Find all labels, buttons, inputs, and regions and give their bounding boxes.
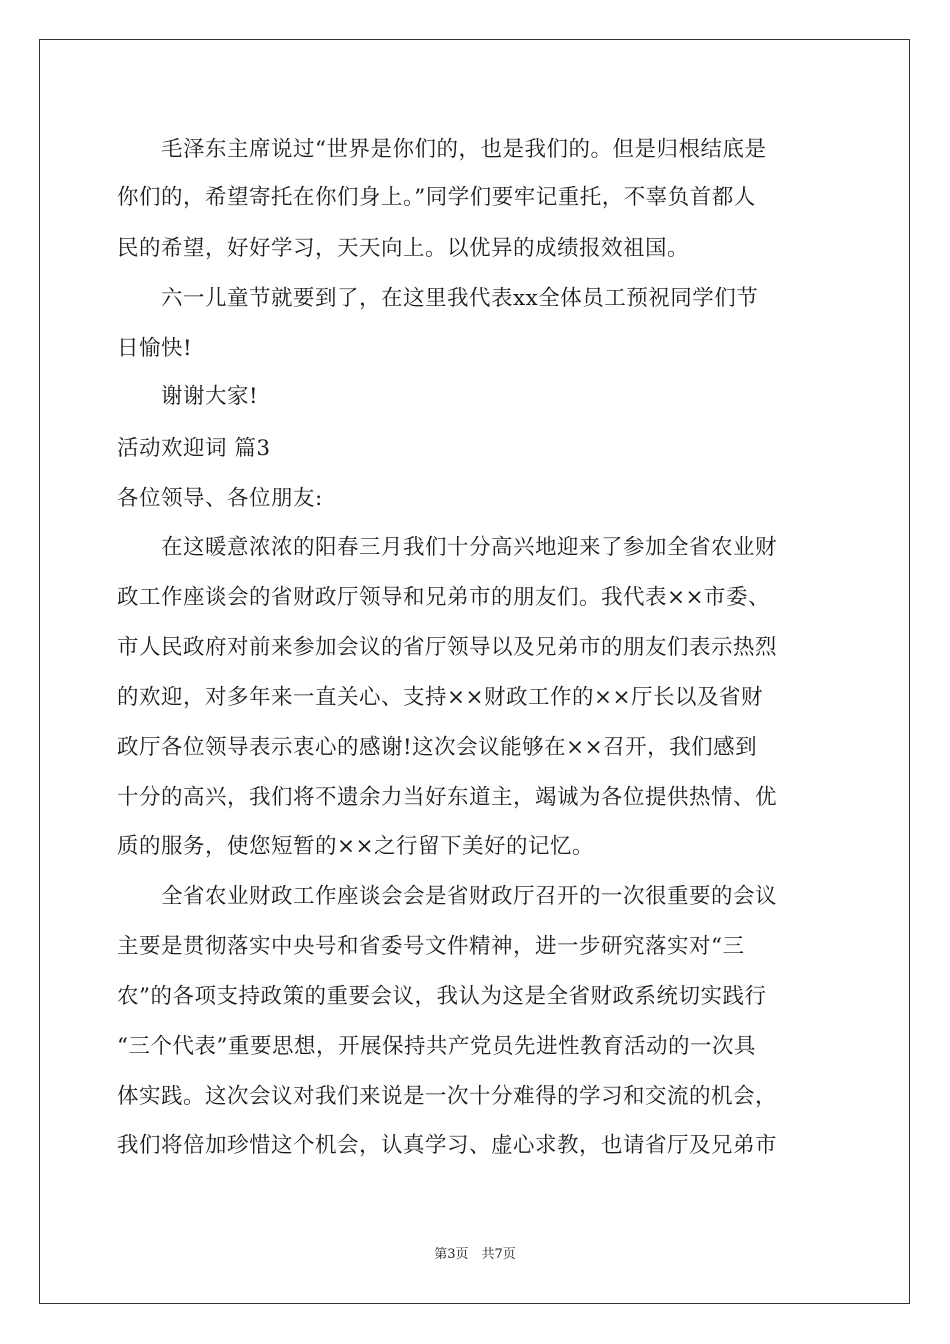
text-line: “三个代表”重要思想，开展保持共产党员先进性教育活动的一次具 xyxy=(117,1034,756,1059)
text-line: 市人民政府对前来参加会议的省厅领导以及兄弟市的朋友们表示热烈 xyxy=(117,635,778,660)
text-line: 质的服务，使您短暂的××之行留下美好的记忆。 xyxy=(117,834,595,859)
page-frame xyxy=(39,39,910,1304)
text-line: 谢谢大家! xyxy=(117,384,259,409)
salutation: 各位领导、各位朋友: xyxy=(117,486,323,511)
text-line: 农”的各项支持政策的重要会议，我认为这是全省财政系统切实践行 xyxy=(117,984,767,1009)
text-line: 毛泽东主席说过“世界是你们的，也是我们的。但是归根结底是 xyxy=(117,137,767,162)
text-line: 政工作座谈会的省财政厅领导和兄弟市的朋友们。我代表××市委、 xyxy=(117,585,771,610)
text-line: 全省农业财政工作座谈会会是省财政厅召开的一次很重要的会议 xyxy=(117,884,778,909)
text-line: 六一儿童节就要到了，在这里我代表xx全体员工预祝同学们节 xyxy=(117,286,759,311)
text-line: 体实践。这次会议对我们来说是一次十分难得的学习和交流的机会， xyxy=(117,1084,778,1109)
text-line: 政厅各位领导表示衷心的感谢!这次会议能够在××召开，我们感到 xyxy=(117,735,758,760)
text-line: 你们的，希望寄托在你们身上。”同学们要牢记重托，不辜负首都人 xyxy=(117,185,756,210)
text-line: 十分的高兴，我们将不遗余力当好东道主，竭诚为各位提供热情、优 xyxy=(117,785,778,810)
text-line: 在这暖意浓浓的阳春三月我们十分高兴地迎来了参加全省农业财 xyxy=(117,535,778,560)
text-line: 日愉快! xyxy=(117,336,193,361)
text-line: 我们将倍加珍惜这个机会，认真学习、虚心求教，也请省厅及兄弟市 xyxy=(117,1133,778,1158)
text-line: 主要是贯彻落实中央号和省委号文件精神，进一步研究落实对“三 xyxy=(117,934,745,959)
section-heading: 活动欢迎词 篇3 xyxy=(117,436,271,461)
text-line: 的欢迎，对多年来一直关心、支持××财政工作的××厅长以及省财 xyxy=(117,685,764,710)
page-number-footer: 第3页 共7页 xyxy=(434,1247,516,1262)
text-line: 民的希望，好好学习，天天向上。以优异的成绩报效祖国。 xyxy=(117,236,690,261)
